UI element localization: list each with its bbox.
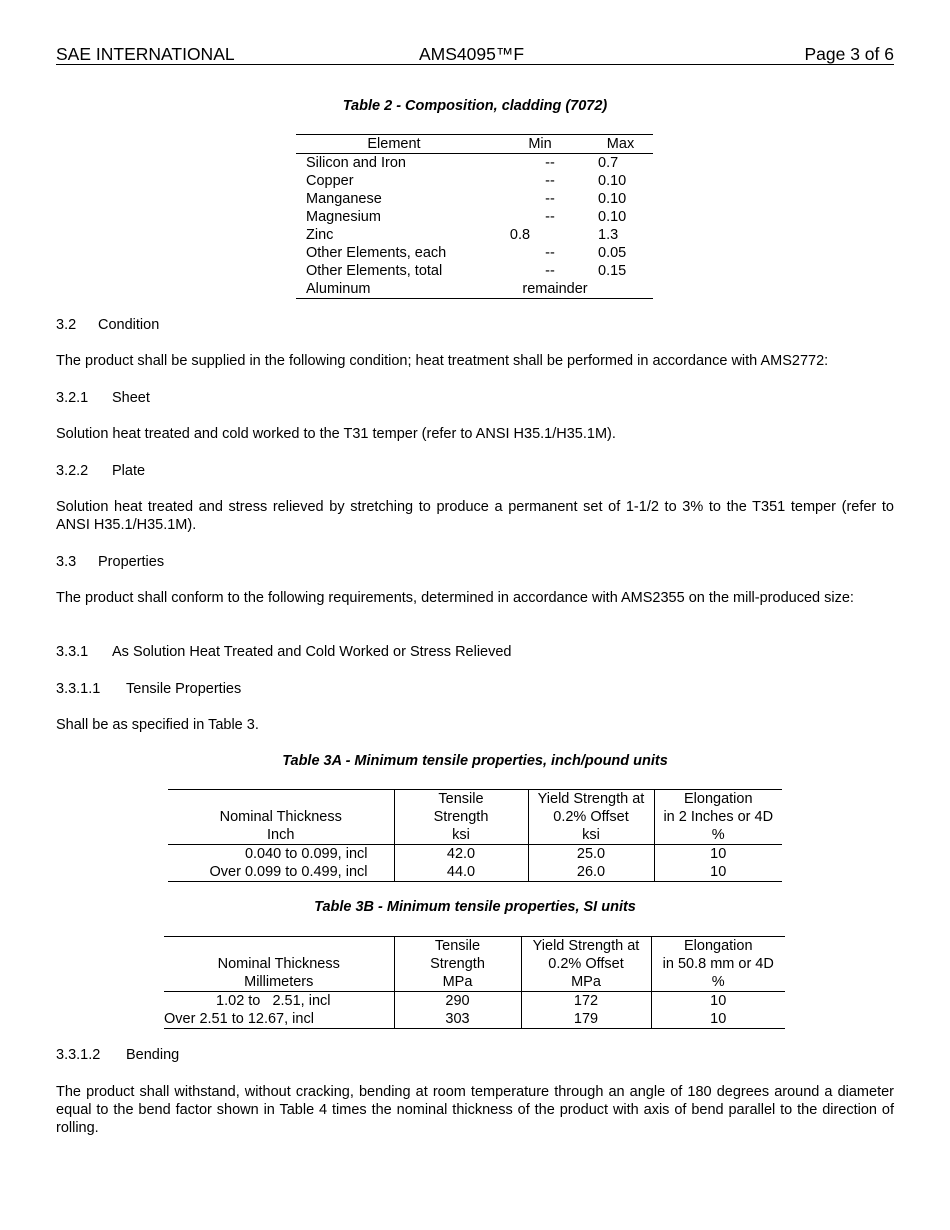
header-cell: in 50.8 mm or 4D (651, 955, 785, 973)
tensile-table-si (164, 936, 785, 1029)
header-cell: Nominal Thickness (219, 809, 342, 825)
section-3-3-1-1-heading (56, 680, 894, 698)
header-cell: in 2 Inches or 4D (654, 808, 782, 826)
section-title: Tensile Properties (126, 681, 242, 697)
tensile-cell: 44.0 (394, 863, 528, 882)
header-cell: Elongation (654, 790, 782, 809)
section-number: 3.3.1.1 (56, 681, 101, 697)
table-row (296, 208, 653, 226)
header-min: Min (528, 136, 552, 152)
header-cell: Elongation (651, 937, 785, 956)
table-row (164, 992, 785, 1011)
header-cell: Millimeters (244, 974, 314, 990)
element-cell: Magnesium (306, 209, 381, 225)
header-cell: ksi (528, 826, 654, 845)
header-cell: Strength (394, 955, 521, 973)
min-cell: remainder (522, 281, 588, 297)
header-cell: 0.2% Offset (528, 808, 654, 826)
table-header-row (168, 790, 782, 809)
header-cell: Strength (394, 808, 528, 826)
min-cell: -- (545, 263, 555, 279)
section-3-2-heading (56, 316, 894, 334)
section-title: As Solution Heat Treated and Cold Worked or Stress Relieved (112, 644, 512, 660)
section-number: 3.3 (56, 554, 77, 570)
elongation-cell: 10 (654, 845, 782, 864)
max-cell: 0.10 (598, 173, 627, 189)
composition-table (296, 134, 653, 299)
table3a-caption: Table 3A - Minimum tensile properties, inch/pound units (282, 753, 668, 769)
header-page-number: Page 3 of 6 (804, 44, 894, 64)
section-3-3-1-1-text: Shall be as specified in Table 3. (56, 717, 259, 733)
max-cell: 0.15 (598, 263, 627, 279)
table-row (296, 190, 653, 208)
section-3-2-1-heading (56, 389, 894, 407)
header-max: Max (606, 136, 635, 152)
max-cell: 0.10 (598, 191, 627, 207)
table-header-row (164, 955, 785, 973)
table-header-row (164, 937, 785, 956)
element-cell: Other Elements, total (306, 263, 443, 279)
table-row (168, 845, 782, 864)
header-cell: Tensile (394, 937, 521, 956)
table-row (168, 863, 782, 882)
thickness-cell: Over 0.099 to 0.499, incl (209, 864, 368, 880)
min-cell: 0.8 (509, 227, 531, 243)
header-element: Element (367, 136, 421, 152)
header-cell: % (651, 973, 785, 992)
thickness-cell: 0.040 to 0.099, incl (244, 846, 368, 862)
section-3-2-2-text: Solution heat treated and stress relieved by stretching to produce a permanent set of 1-1/2 to 3% to the T351 temper (refer to ANSI H35.1/H35.1M). (56, 499, 894, 533)
table2-caption: Table 2 - Composition, cladding (7072) (342, 98, 608, 114)
section-number: 3.3.1.2 (56, 1047, 101, 1063)
header-document-id: AMS4095™F (419, 44, 525, 64)
table3b-caption: Table 3B - Minimum tensile properties, SI units (314, 899, 636, 915)
max-cell: 0.10 (598, 209, 627, 225)
min-cell: -- (545, 155, 555, 171)
header-cell: Yield Strength at (528, 790, 654, 809)
yield-cell: 26.0 (528, 863, 654, 882)
header-cell: Nominal Thickness (217, 956, 340, 972)
tensile-cell: 303 (394, 1010, 521, 1029)
element-cell: Zinc (306, 227, 334, 243)
section-title: Properties (98, 554, 165, 570)
tensile-cell: 290 (394, 992, 521, 1011)
element-cell: Copper (306, 173, 354, 189)
elongation-cell: 10 (651, 992, 785, 1011)
elongation-cell: 10 (651, 1010, 785, 1029)
section-3-3-1-2-heading (56, 1046, 894, 1064)
thickness-cell: 1.02 to 2.51, incl (216, 993, 331, 1009)
max-cell: 0.7 (598, 155, 619, 171)
table-row (164, 1010, 785, 1029)
tensile-table-inch (168, 789, 782, 882)
header-cell: % (654, 826, 782, 845)
section-3-3-text: The product shall conform to the following requirements, determined in accordance with AMS2355 on the mill-produced size: (56, 590, 854, 606)
element-cell: Other Elements, each (306, 245, 447, 261)
header-cell: ksi (394, 826, 528, 845)
section-title: Plate (112, 463, 146, 479)
header-cell: 0.2% Offset (521, 955, 651, 973)
header-cell: Tensile (394, 790, 528, 809)
tensile-cell: 42.0 (394, 845, 528, 864)
header-cell (164, 937, 394, 956)
section-title: Bending (126, 1047, 180, 1063)
yield-cell: 172 (521, 992, 651, 1011)
min-cell: -- (545, 245, 555, 261)
table-header-row (168, 808, 782, 826)
section-title: Sheet (112, 390, 150, 406)
header-cell: Yield Strength at (521, 937, 651, 956)
table-row (296, 262, 653, 280)
table-row (296, 244, 653, 262)
section-3-3-heading (56, 553, 894, 571)
table-header-row (296, 135, 653, 154)
element-cell: Aluminum (306, 281, 371, 297)
section-number: 3.3.1 (56, 644, 89, 660)
section-3-3-1-2-text: The product shall withstand, without cracking, bending at room temperature through an angle of 180 degrees around a diameter equal to the bend factor shown in Table 4 times the nominal thickness of the product with axis of bend parallel to the direction of rolling. (56, 1084, 894, 1136)
thickness-cell: Over 2.51 to 12.67, incl (164, 1011, 314, 1027)
max-cell: 1.3 (598, 227, 619, 243)
header-cell: MPa (521, 973, 651, 992)
max-cell: 0.05 (598, 245, 627, 261)
header-cell: MPa (394, 973, 521, 992)
elongation-cell: 10 (654, 863, 782, 882)
section-3-2-2-heading (56, 462, 894, 480)
yield-cell: 25.0 (528, 845, 654, 864)
section-3-2-text: The product shall be supplied in the following condition; heat treatment shall be performed in accordance with AMS2772: (56, 353, 829, 369)
section-number: 3.2 (56, 317, 77, 333)
section-3-2-1-text: Solution heat treated and cold worked to the T31 temper (refer to ANSI H35.1/H35.1M). (56, 426, 616, 442)
element-cell: Manganese (306, 191, 382, 207)
table-header-row (168, 826, 782, 845)
header-cell: Inch (267, 827, 295, 843)
section-3-3-1-heading (56, 643, 894, 661)
min-cell: -- (545, 209, 555, 225)
section-number: 3.2.2 (56, 463, 89, 479)
table-header-row (164, 973, 785, 992)
table-row (296, 226, 653, 244)
table-row (296, 172, 653, 190)
page-header (56, 44, 894, 65)
header-cell (168, 790, 394, 809)
min-cell: -- (545, 173, 555, 189)
section-title: Condition (98, 317, 160, 333)
table-row (296, 280, 653, 299)
yield-cell: 179 (521, 1010, 651, 1029)
table-row (296, 154, 653, 173)
max-cell (588, 280, 653, 299)
min-cell: -- (545, 191, 555, 207)
element-cell: Silicon and Iron (306, 155, 406, 171)
section-number: 3.2.1 (56, 390, 89, 406)
header-organization: SAE INTERNATIONAL (56, 44, 235, 64)
